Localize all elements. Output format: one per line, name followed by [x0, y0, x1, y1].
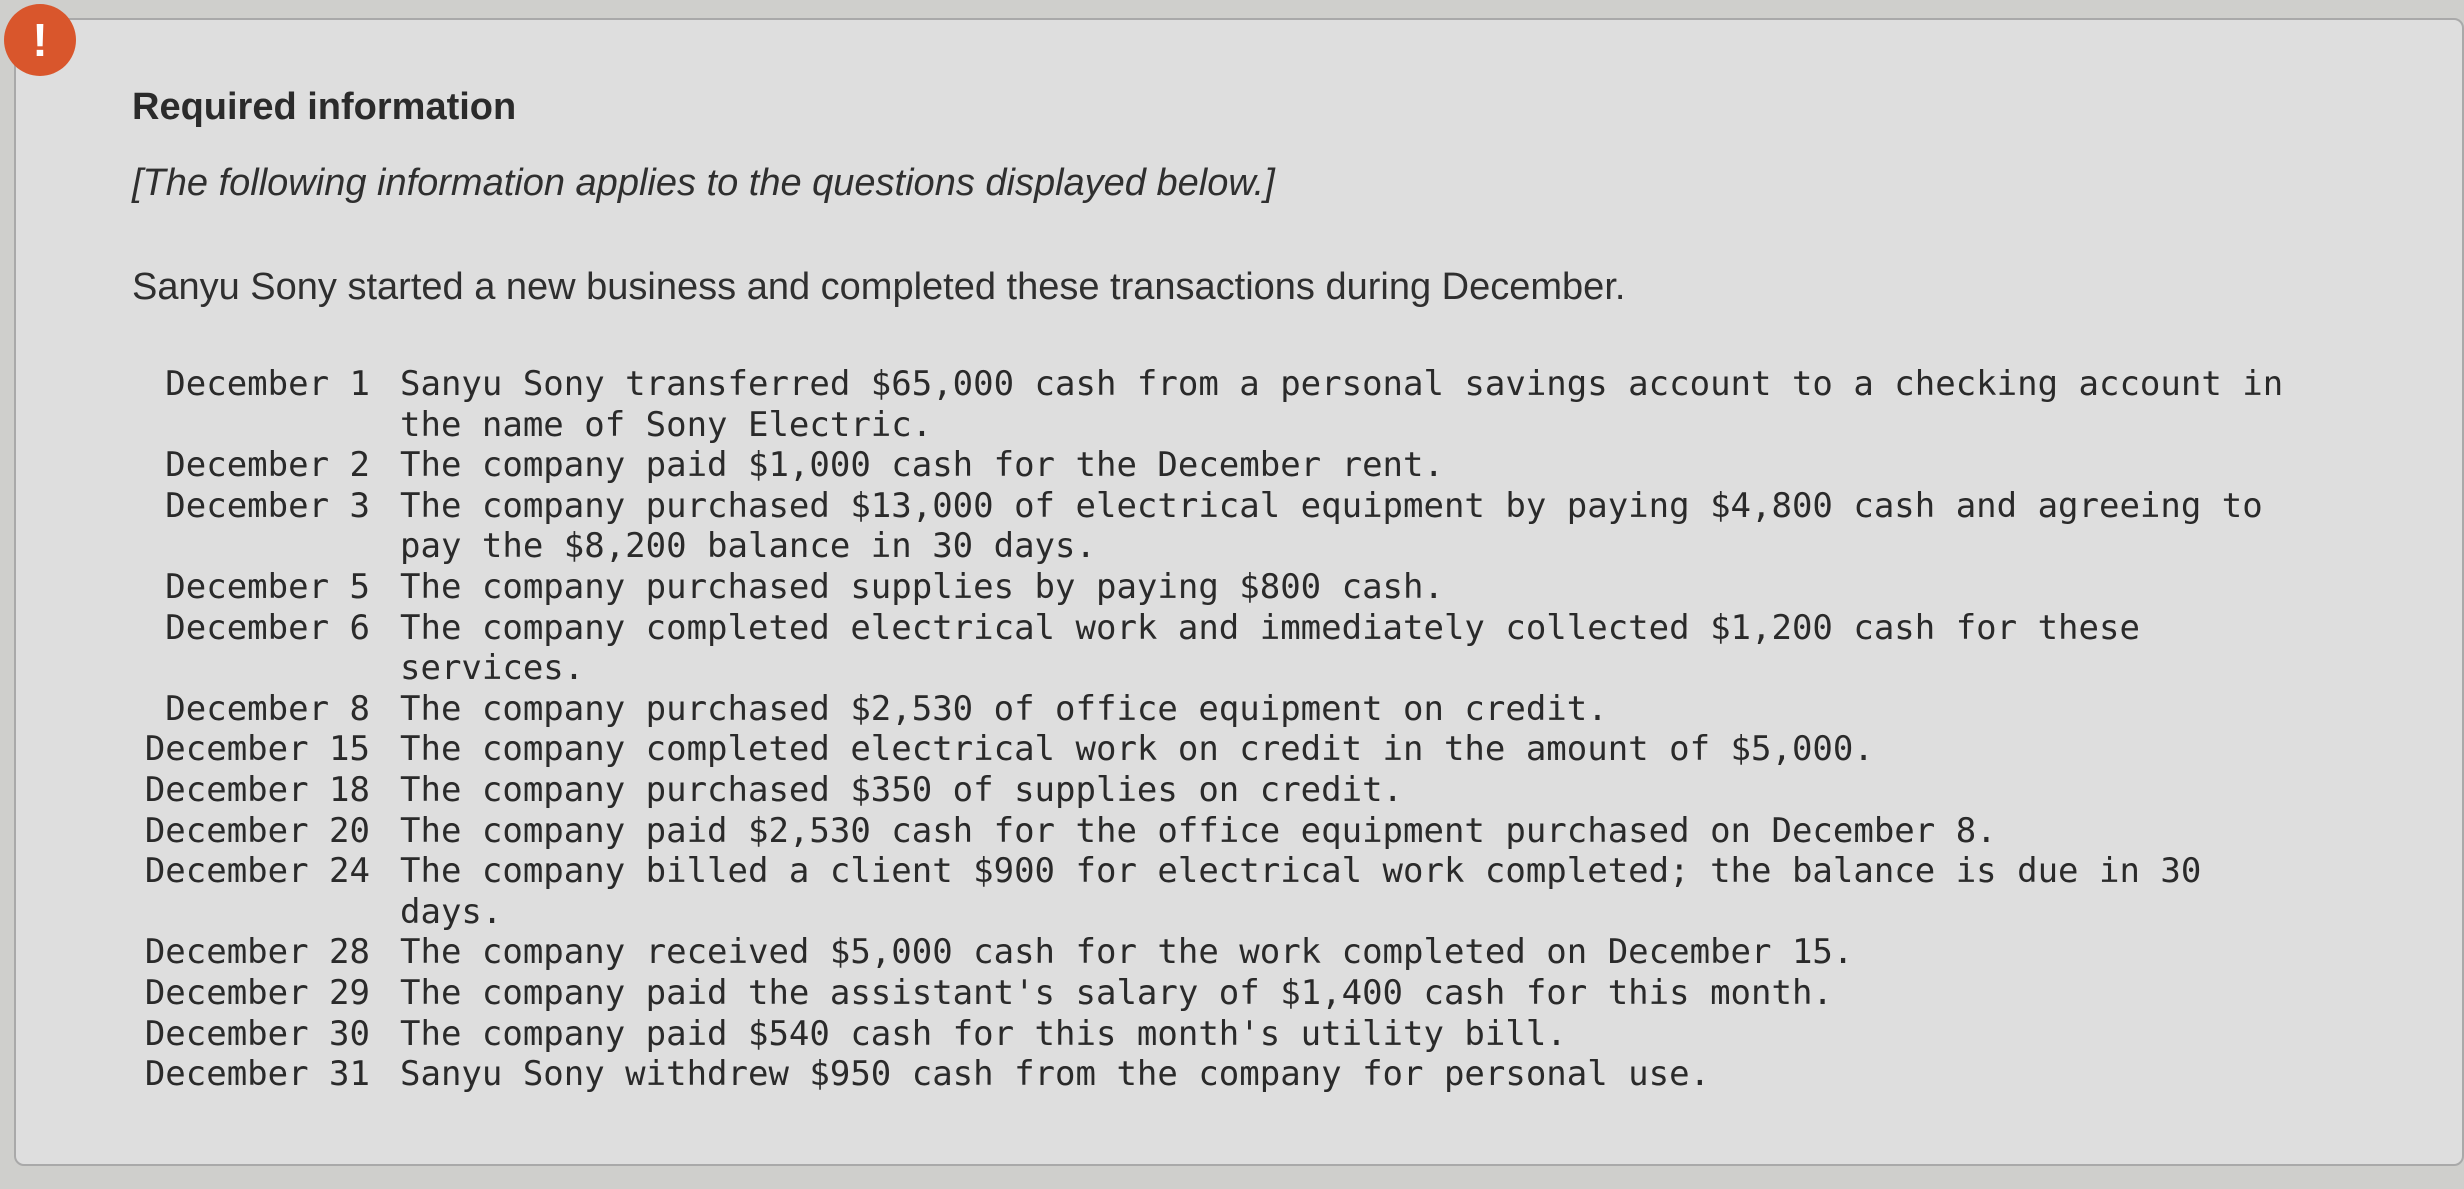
transaction-row	[118, 932, 2350, 973]
transaction-date: December 15	[144, 729, 370, 770]
transaction-description	[400, 689, 2350, 730]
transaction-text-line: Sanyu Sony transferred $65,000 cash from a personal savings account to a checking account in	[400, 364, 2284, 404]
transaction-date: December 8	[165, 688, 370, 729]
transaction-date: December 29	[144, 972, 370, 1013]
transaction-date: December 31	[144, 1054, 370, 1095]
transaction-text-line: pay the $8,200 balance in 30 days.	[400, 526, 1096, 567]
transaction-row	[118, 689, 2350, 730]
transaction-date: December 28	[144, 932, 370, 973]
transaction-text-line: The company paid $540 cash for this month's utility bill.	[400, 1013, 1567, 1054]
transaction-date: December 30	[144, 1013, 370, 1054]
applies-note: [The following information applies to the questions displayed below.]	[132, 162, 1275, 204]
transaction-text-line: The company purchased $2,530 of office equipment on credit.	[400, 688, 1608, 729]
transaction-date: December 20	[144, 810, 370, 851]
transaction-row	[118, 770, 2350, 811]
transaction-text-line: The company purchased $13,000 of electrical equipment by paying $4,800 cash and agreeing to	[400, 485, 2263, 526]
alert-icon: !	[4, 4, 76, 76]
transaction-text-line: The company purchased supplies by paying $800 cash.	[400, 566, 1444, 607]
transaction-list	[118, 364, 2350, 1095]
transaction-date: December 24	[144, 851, 370, 892]
transaction-text-line: the name of Sony Electric.	[400, 404, 933, 445]
transaction-row	[118, 1054, 2350, 1095]
transaction-row	[118, 364, 2350, 445]
intro-text: Sanyu Sony started a new business and completed these transactions during December.	[132, 266, 1626, 308]
transaction-row	[118, 567, 2350, 608]
transaction-description	[400, 364, 2350, 445]
transaction-date: December 2	[165, 445, 370, 486]
transaction-date: December 6	[165, 607, 370, 648]
transaction-description	[400, 445, 2350, 486]
transaction-description	[400, 811, 2350, 852]
transaction-row	[118, 445, 2350, 486]
transaction-text-line: Sanyu Sony withdrew $950 cash from the company for personal use.	[400, 1054, 1711, 1095]
transaction-description	[400, 770, 2350, 811]
transaction-text-line: The company paid $1,000 cash for the December rent.	[400, 445, 1444, 486]
transaction-row	[118, 1014, 2350, 1055]
transaction-description	[400, 486, 2350, 567]
page-title: Required information	[132, 86, 517, 128]
transaction-description	[400, 1014, 2350, 1055]
transaction-date: December 5	[165, 566, 370, 607]
transaction-row	[118, 729, 2350, 770]
transaction-description	[400, 932, 2350, 973]
transaction-text-line: The company received $5,000 cash for the work completed on December 15.	[400, 932, 1854, 973]
transaction-description	[400, 567, 2350, 608]
transaction-description	[400, 608, 2350, 689]
transaction-date: December 1	[165, 364, 370, 404]
transaction-description	[400, 851, 2350, 932]
transaction-text-line: days.	[400, 891, 503, 932]
transaction-description	[400, 729, 2350, 770]
transaction-text-line: The company purchased $350 of supplies on credit.	[400, 769, 1404, 810]
transaction-text-line: The company completed electrical work on credit in the amount of $5,000.	[400, 729, 1874, 770]
transaction-row	[118, 608, 2350, 689]
transaction-text-line: The company paid $2,530 cash for the office equipment purchased on December 8.	[400, 810, 1997, 851]
transaction-text-line: services.	[400, 648, 585, 689]
transaction-row	[118, 973, 2350, 1014]
transaction-text-line: The company billed a client $900 for electrical work completed; the balance is due in 30	[400, 851, 2202, 892]
transaction-date: December 3	[165, 485, 370, 526]
transaction-date: December 18	[144, 769, 370, 810]
transaction-row	[118, 486, 2350, 567]
transaction-text-line: The company paid the assistant's salary of $1,400 cash for this month.	[400, 972, 1833, 1013]
transaction-description	[400, 973, 2350, 1014]
transaction-row	[118, 851, 2350, 932]
transaction-description	[400, 1054, 2350, 1095]
transaction-row	[118, 811, 2350, 852]
transaction-text-line: The company completed electrical work and immediately collected $1,200 cash for these	[400, 607, 2140, 648]
